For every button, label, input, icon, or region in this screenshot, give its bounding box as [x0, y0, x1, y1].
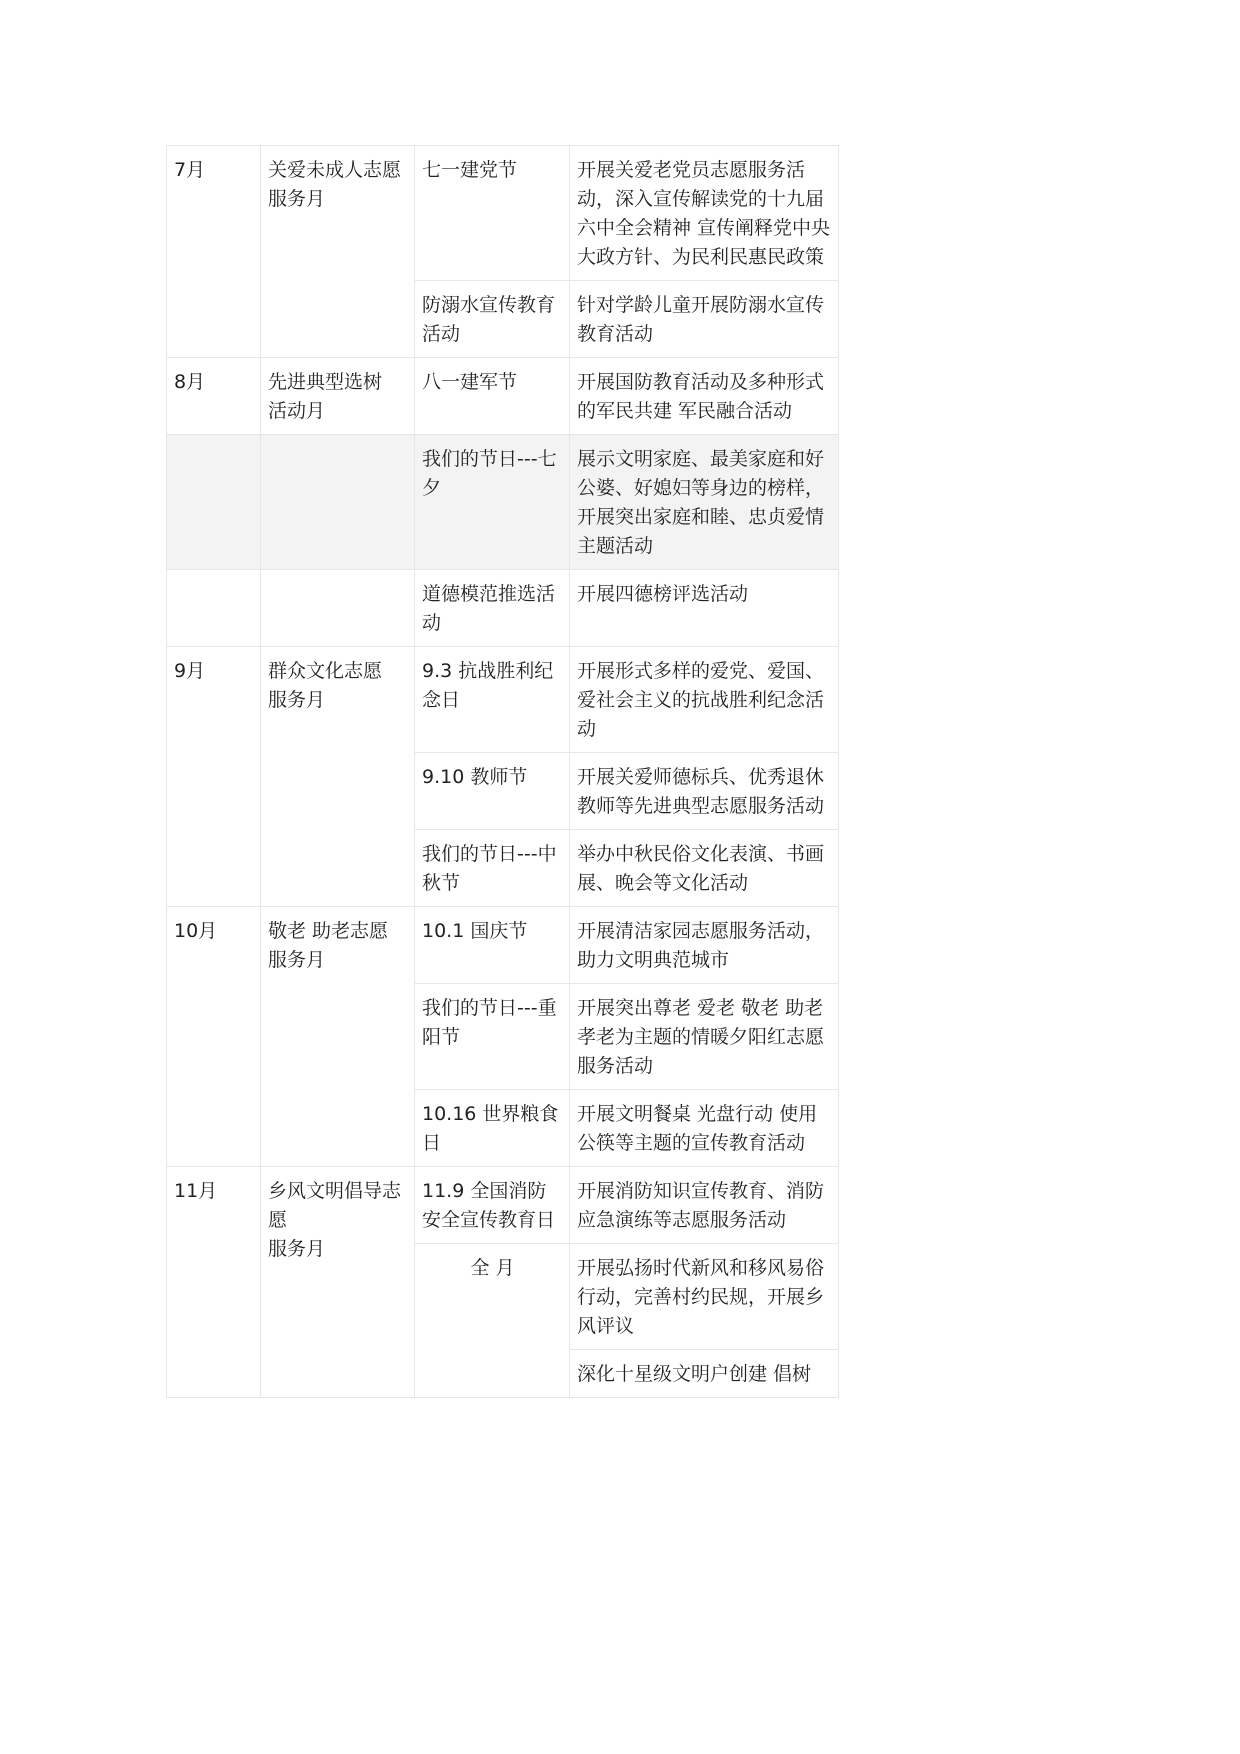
festival-cell: 我们的节日---重阳节	[415, 984, 570, 1090]
table-row	[167, 907, 839, 984]
festival-cell: 防溺水宣传教育活动	[415, 281, 570, 358]
table-row	[167, 1167, 839, 1244]
table-row	[167, 146, 839, 281]
theme-cell: 先进典型选树 活动月	[261, 358, 415, 435]
festival-cell: 10.16 世界粮食日	[415, 1090, 570, 1167]
theme-cell: 敬老 助老志愿 服务月	[261, 907, 415, 1167]
month-cell	[167, 570, 261, 647]
activity-cell: 开展关爱老党员志愿服务活动，深入宣传解读党的十九届六中全会精神 宣传阐释党中央大政方针、为民利民惠民政策	[570, 146, 839, 281]
festival-cell: 全 月	[415, 1244, 570, 1398]
activity-cell: 开展国防教育活动及多种形式的军民共建 军民融合活动	[570, 358, 839, 435]
activity-cell: 开展文明餐桌 光盘行动 使用公筷等主题的宣传教育活动	[570, 1090, 839, 1167]
festival-cell: 道德模范推选活动	[415, 570, 570, 647]
activity-cell: 开展关爱师德标兵、优秀退休教师等先进典型志愿服务活动	[570, 753, 839, 830]
activity-cell: 开展形式多样的爱党、爱国、爱社会主义的抗战胜利纪念活动	[570, 647, 839, 753]
month-cell	[167, 435, 261, 570]
festival-cell: 我们的节日---七夕	[415, 435, 570, 570]
month-cell: 11月	[167, 1167, 261, 1398]
month-cell: 10月	[167, 907, 261, 1167]
festival-cell: 9.10 教师节	[415, 753, 570, 830]
activity-cell: 深化十星级文明户创建 倡树	[570, 1350, 839, 1398]
table-row	[167, 435, 839, 570]
activity-cell: 开展突出尊老 爱老 敬老 助老孝老为主题的情暖夕阳红志愿服务活动	[570, 984, 839, 1090]
festival-cell: 八一建军节	[415, 358, 570, 435]
activity-cell: 举办中秋民俗文化表演、书画展、晚会等文化活动	[570, 830, 839, 907]
month-cell: 7月	[167, 146, 261, 358]
month-cell: 8月	[167, 358, 261, 435]
festival-cell: 11.9 全国消防安全宣传教育日	[415, 1167, 570, 1244]
table-row	[167, 358, 839, 435]
month-cell: 9月	[167, 647, 261, 907]
festival-cell: 我们的节日---中秋节	[415, 830, 570, 907]
activity-cell: 开展弘扬时代新风和移风易俗行动，完善村约民规，开展乡风评议	[570, 1244, 839, 1350]
activity-cell: 针对学龄儿童开展防溺水宣传教育活动	[570, 281, 839, 358]
activity-cell: 展示文明家庭、最美家庭和好公婆、好媳妇等身边的榜样，开展突出家庭和睦、忠贞爱情主题活动	[570, 435, 839, 570]
table-row	[167, 647, 839, 753]
festival-cell: 9.3 抗战胜利纪念日	[415, 647, 570, 753]
volunteer-activity-schedule-table	[166, 145, 839, 1398]
table-row	[167, 570, 839, 647]
theme-cell: 群众文化志愿 服务月	[261, 647, 415, 907]
festival-cell: 七一建党节	[415, 146, 570, 281]
activity-cell: 开展清洁家园志愿服务活动，助力文明典范城市	[570, 907, 839, 984]
festival-cell: 10.1 国庆节	[415, 907, 570, 984]
theme-cell: 关爱未成人志愿 服务月	[261, 146, 415, 358]
activity-cell: 开展消防知识宣传教育、消防应急演练等志愿服务活动	[570, 1167, 839, 1244]
theme-cell: 乡风文明倡导志愿 服务月	[261, 1167, 415, 1398]
theme-cell	[261, 570, 415, 647]
activity-cell: 开展四德榜评选活动	[570, 570, 839, 647]
theme-cell	[261, 435, 415, 570]
